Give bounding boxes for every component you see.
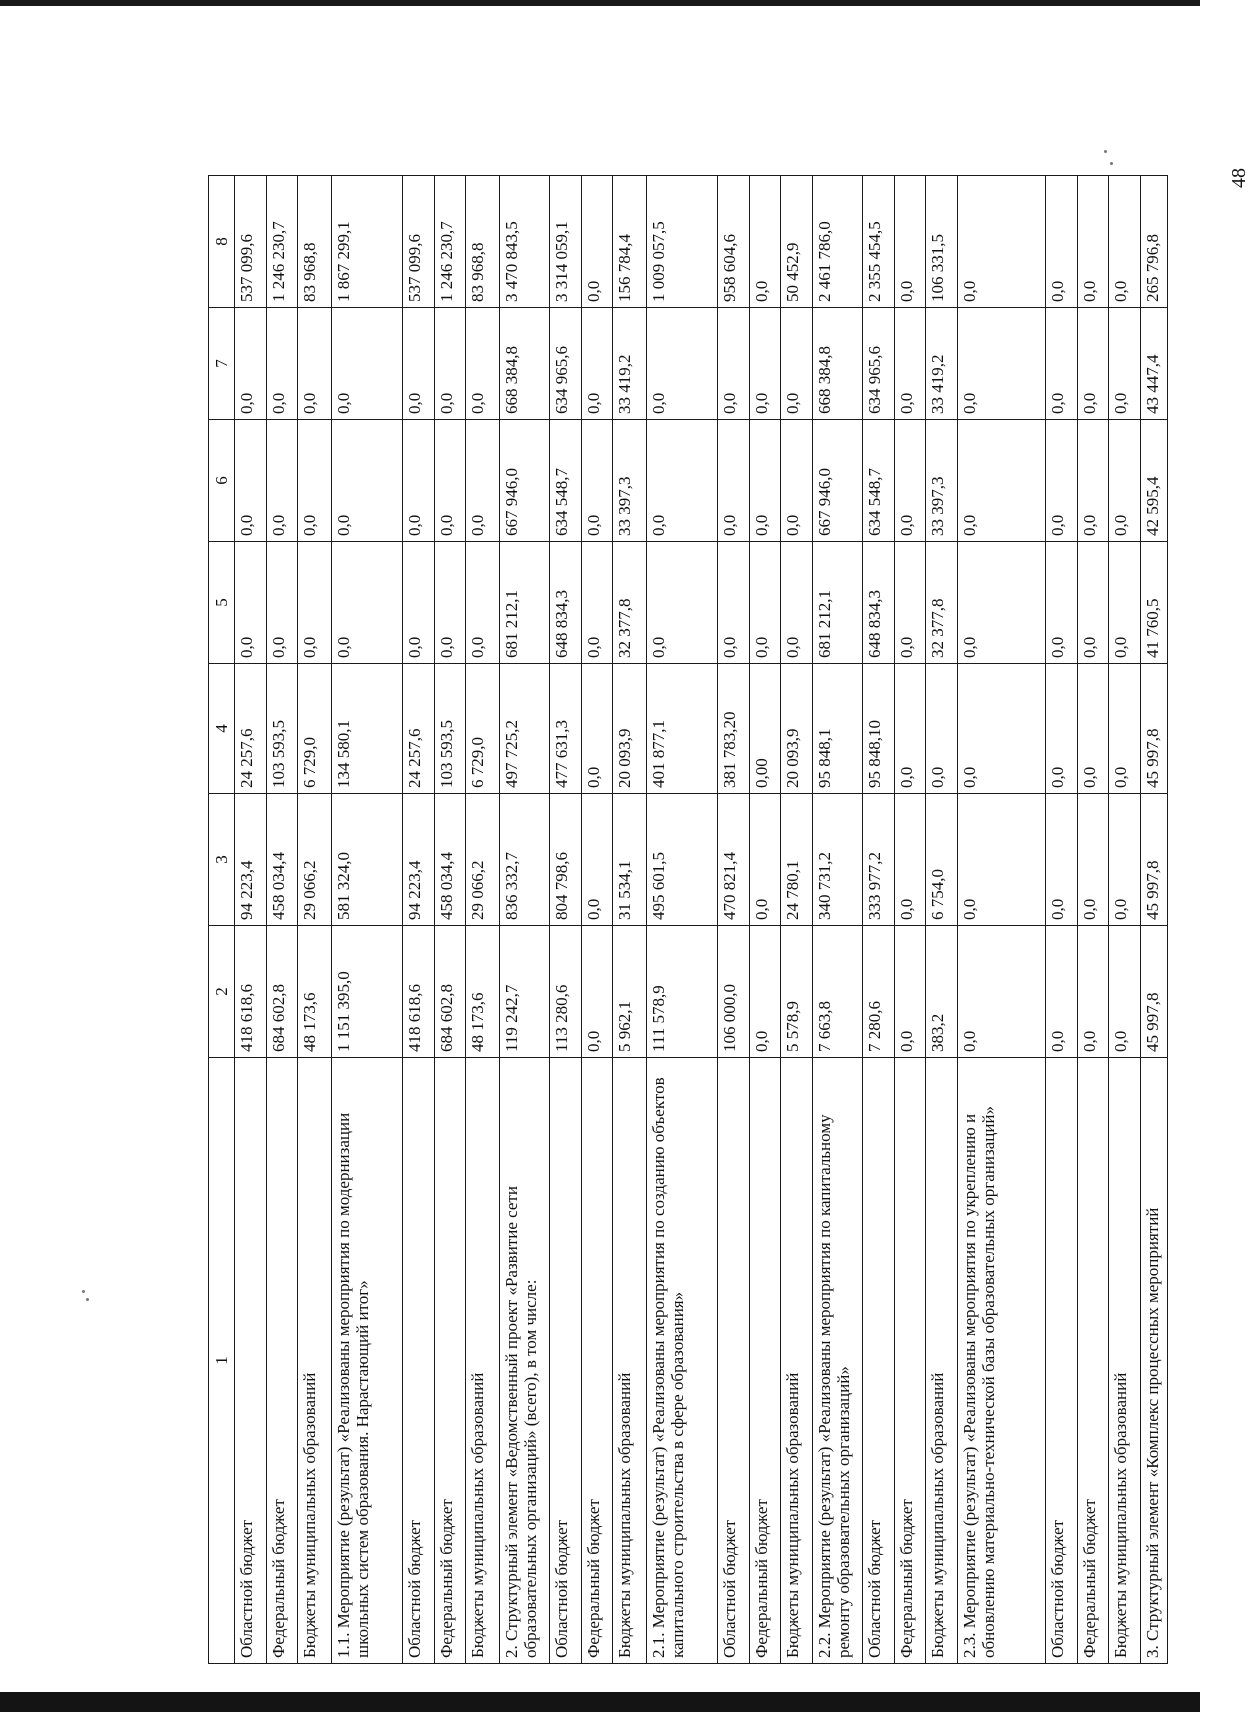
cell-value: 33 419,2 bbox=[926, 308, 958, 420]
cell-value: 83 968,8 bbox=[466, 176, 500, 308]
cell-value: 95 848,1 bbox=[812, 664, 862, 794]
cell-value: 470 821,4 bbox=[718, 794, 750, 926]
cell-value: 32 377,8 bbox=[613, 542, 647, 664]
cell-value: 1 009 057,5 bbox=[646, 176, 717, 308]
cell-value: 1 246 230,7 bbox=[266, 176, 298, 308]
cell-value: 958 604,6 bbox=[718, 176, 750, 308]
cell-value: 340 731,2 bbox=[812, 794, 862, 926]
cell-value: 0,0 bbox=[957, 176, 1045, 308]
budget-table bbox=[208, 175, 1168, 1664]
cell-value: 0,0 bbox=[781, 542, 813, 664]
cell-value: 106 331,5 bbox=[926, 176, 958, 308]
cell-value: 634 965,6 bbox=[863, 308, 895, 420]
cell-value: 0,0 bbox=[581, 176, 613, 308]
cell-value: 0,0 bbox=[1109, 420, 1141, 542]
cell-value: 113 280,6 bbox=[550, 926, 582, 1058]
row-label: Федеральный бюджет bbox=[434, 1058, 466, 1664]
row-label: Федеральный бюджет bbox=[1077, 1058, 1109, 1664]
cell-value: 0,0 bbox=[894, 308, 926, 420]
cell-value: 156 784,4 bbox=[613, 176, 647, 308]
cell-value: 0,0 bbox=[266, 420, 298, 542]
cell-value: 0,0 bbox=[266, 542, 298, 664]
column-header: 4 bbox=[209, 664, 235, 794]
cell-value: 0,0 bbox=[957, 664, 1045, 794]
cell-value: 537 099,6 bbox=[235, 176, 267, 308]
cell-value: 103 593,5 bbox=[266, 664, 298, 794]
cell-value: 5 962,1 bbox=[613, 926, 647, 1058]
table-row bbox=[266, 176, 298, 1664]
cell-value: 0,0 bbox=[1077, 794, 1109, 926]
cell-value: 0,0 bbox=[749, 794, 781, 926]
cell-value: 0,0 bbox=[581, 308, 613, 420]
cell-value: 0,0 bbox=[1077, 926, 1109, 1058]
cell-value: 667 946,0 bbox=[812, 420, 862, 542]
table-row bbox=[1045, 176, 1077, 1664]
row-label: Федеральный бюджет bbox=[581, 1058, 613, 1664]
table-row bbox=[894, 176, 926, 1664]
row-label: 2.3. Мероприятие (результат) «Реализованы мероприятия по укреплению и обновлению материально-технической базы образовательных организаций» bbox=[957, 1058, 1045, 1664]
cell-value: 7 663,8 bbox=[812, 926, 862, 1058]
cell-value: 0,0 bbox=[403, 542, 435, 664]
cell-value: 5 578,9 bbox=[781, 926, 813, 1058]
table-row bbox=[1077, 176, 1109, 1664]
cell-value: 0,0 bbox=[466, 308, 500, 420]
scan-speck bbox=[1110, 162, 1113, 165]
cell-value: 0,0 bbox=[781, 420, 813, 542]
cell-value: 2 461 786,0 bbox=[812, 176, 862, 308]
cell-value: 0,0 bbox=[957, 542, 1045, 664]
scan-speck bbox=[82, 1290, 85, 1293]
cell-value: 495 601,5 bbox=[646, 794, 717, 926]
cell-value: 48 173,6 bbox=[466, 926, 500, 1058]
cell-value: 458 034,4 bbox=[266, 794, 298, 926]
cell-value: 0,0 bbox=[646, 420, 717, 542]
cell-value: 0,0 bbox=[894, 926, 926, 1058]
column-header: 2 bbox=[209, 926, 235, 1058]
cell-value: 41 760,5 bbox=[1140, 542, 1167, 664]
cell-value: 6 729,0 bbox=[466, 664, 500, 794]
table-row bbox=[812, 176, 862, 1664]
column-header: 3 bbox=[209, 794, 235, 926]
cell-value: 648 834,3 bbox=[550, 542, 582, 664]
row-label: Бюджеты муниципальных образований bbox=[613, 1058, 647, 1664]
cell-value: 0,0 bbox=[581, 926, 613, 1058]
cell-value: 0,0 bbox=[331, 308, 402, 420]
cell-value: 1 867 299,1 bbox=[331, 176, 402, 308]
cell-value: 0,0 bbox=[581, 420, 613, 542]
cell-value: 0,0 bbox=[434, 420, 466, 542]
table-row bbox=[466, 176, 500, 1664]
cell-value: 0,0 bbox=[581, 664, 613, 794]
cell-value: 3 314 059,1 bbox=[550, 176, 582, 308]
row-label: Областной бюджет bbox=[403, 1058, 435, 1664]
cell-value: 43 447,4 bbox=[1140, 308, 1167, 420]
row-label: 2. Структурный элемент «Ведомственный проект «Развитие сети образовательных организаций» (всего), в том числе: bbox=[499, 1058, 549, 1664]
cell-value: 401 877,1 bbox=[646, 664, 717, 794]
cell-value: 0,0 bbox=[403, 420, 435, 542]
cell-value: 0,0 bbox=[1045, 664, 1077, 794]
cell-value: 0,0 bbox=[1077, 176, 1109, 308]
cell-value: 0,0 bbox=[1045, 926, 1077, 1058]
cell-value: 0,0 bbox=[434, 542, 466, 664]
cell-value: 48 173,6 bbox=[298, 926, 332, 1058]
table-row bbox=[926, 176, 958, 1664]
cell-value: 497 725,2 bbox=[499, 664, 549, 794]
cell-value: 0,0 bbox=[1109, 926, 1141, 1058]
cell-value: 458 034,4 bbox=[434, 794, 466, 926]
cell-value: 0,0 bbox=[266, 308, 298, 420]
cell-value: 0,0 bbox=[957, 420, 1045, 542]
row-label: 3. Структурный элемент «Комплекс процессных мероприятий bbox=[1140, 1058, 1167, 1664]
cell-value: 24 780,1 bbox=[781, 794, 813, 926]
cell-value: 0,0 bbox=[331, 420, 402, 542]
cell-value: 0,0 bbox=[1045, 176, 1077, 308]
cell-value: 111 578,9 bbox=[646, 926, 717, 1058]
cell-value: 0,0 bbox=[235, 308, 267, 420]
cell-value: 94 223,4 bbox=[403, 794, 435, 926]
cell-value: 0,0 bbox=[718, 420, 750, 542]
cell-value: 0,0 bbox=[235, 542, 267, 664]
cell-value: 0,0 bbox=[1109, 542, 1141, 664]
table-body bbox=[235, 176, 1168, 1664]
table-row bbox=[235, 176, 267, 1664]
cell-value: 634 965,6 bbox=[550, 308, 582, 420]
cell-value: 537 099,6 bbox=[403, 176, 435, 308]
row-label: 2.1. Мероприятие (результат) «Реализованы мероприятия по созданию объектов капитального строительства в сфере образования» bbox=[646, 1058, 717, 1664]
cell-value: 29 066,2 bbox=[298, 794, 332, 926]
cell-value: 0,0 bbox=[718, 542, 750, 664]
cell-value: 0,0 bbox=[1045, 542, 1077, 664]
cell-value: 1 246 230,7 bbox=[434, 176, 466, 308]
table-row bbox=[749, 176, 781, 1664]
cell-value: 0,0 bbox=[331, 542, 402, 664]
table-row bbox=[403, 176, 435, 1664]
table-row bbox=[499, 176, 549, 1664]
cell-value: 94 223,4 bbox=[235, 794, 267, 926]
cell-value: 0,0 bbox=[434, 308, 466, 420]
cell-value: 668 384,8 bbox=[812, 308, 862, 420]
row-label: Бюджеты муниципальных образований bbox=[466, 1058, 500, 1664]
cell-value: 106 000,0 bbox=[718, 926, 750, 1058]
cell-value: 33 419,2 bbox=[613, 308, 647, 420]
table-row bbox=[781, 176, 813, 1664]
page-number: 48 bbox=[1228, 168, 1250, 188]
cell-value: 0,0 bbox=[1109, 794, 1141, 926]
cell-value: 648 834,3 bbox=[863, 542, 895, 664]
table-row bbox=[613, 176, 647, 1664]
column-header: 8 bbox=[209, 176, 235, 308]
cell-value: 0,0 bbox=[749, 542, 781, 664]
rotated-document bbox=[208, 168, 1250, 1664]
cell-value: 0,0 bbox=[1045, 794, 1077, 926]
row-label: Бюджеты муниципальных образований bbox=[298, 1058, 332, 1664]
table-row bbox=[646, 176, 717, 1664]
table-row bbox=[1140, 176, 1167, 1664]
cell-value: 33 397,3 bbox=[613, 420, 647, 542]
cell-value: 45 997,8 bbox=[1140, 926, 1167, 1058]
cell-value: 0,0 bbox=[1109, 308, 1141, 420]
cell-value: 681 212,1 bbox=[812, 542, 862, 664]
cell-value: 0,0 bbox=[894, 420, 926, 542]
cell-value: 0,0 bbox=[749, 420, 781, 542]
row-label: Федеральный бюджет bbox=[894, 1058, 926, 1664]
cell-value: 418 618,6 bbox=[235, 926, 267, 1058]
cell-value: 836 332,7 bbox=[499, 794, 549, 926]
column-header: 7 bbox=[209, 308, 235, 420]
row-label: 1.1. Мероприятие (результат) «Реализованы мероприятия по модернизации школьных систем образования. Нарастающий итог» bbox=[331, 1058, 402, 1664]
table-row bbox=[863, 176, 895, 1664]
cell-value: 0,0 bbox=[1077, 308, 1109, 420]
cell-value: 0,0 bbox=[1077, 542, 1109, 664]
cell-value: 0,0 bbox=[1045, 308, 1077, 420]
cell-value: 634 548,7 bbox=[863, 420, 895, 542]
row-label: Бюджеты муниципальных образований bbox=[926, 1058, 958, 1664]
cell-value: 0,0 bbox=[466, 542, 500, 664]
cell-value: 0,0 bbox=[957, 794, 1045, 926]
row-label: Областной бюджет bbox=[235, 1058, 267, 1664]
cell-value: 0,0 bbox=[781, 308, 813, 420]
cell-value: 0,0 bbox=[718, 308, 750, 420]
table-row bbox=[957, 176, 1045, 1664]
cell-value: 0,0 bbox=[749, 926, 781, 1058]
cell-value: 103 593,5 bbox=[434, 664, 466, 794]
cell-value: 684 602,8 bbox=[434, 926, 466, 1058]
cell-value: 1 151 395,0 bbox=[331, 926, 402, 1058]
table-row bbox=[1109, 176, 1141, 1664]
cell-value: 0,0 bbox=[957, 926, 1045, 1058]
header-row bbox=[209, 176, 235, 1664]
table-row bbox=[434, 176, 466, 1664]
cell-value: 0,0 bbox=[926, 664, 958, 794]
cell-value: 2 355 454,5 bbox=[863, 176, 895, 308]
cell-value: 0,0 bbox=[466, 420, 500, 542]
cell-value: 0,0 bbox=[894, 542, 926, 664]
row-label: Областной бюджет bbox=[863, 1058, 895, 1664]
cell-value: 0,0 bbox=[646, 542, 717, 664]
row-label: Бюджеты муниципальных образований bbox=[781, 1058, 813, 1664]
cell-value: 477 631,3 bbox=[550, 664, 582, 794]
cell-value: 804 798,6 bbox=[550, 794, 582, 926]
cell-value: 0,0 bbox=[581, 794, 613, 926]
cell-value: 634 548,7 bbox=[550, 420, 582, 542]
cell-value: 0,0 bbox=[235, 420, 267, 542]
cell-value: 3 470 843,5 bbox=[499, 176, 549, 308]
cell-value: 33 397,3 bbox=[926, 420, 958, 542]
scan-edge-bottom bbox=[0, 1692, 1200, 1712]
row-label: Областной бюджет bbox=[550, 1058, 582, 1664]
cell-value: 42 595,4 bbox=[1140, 420, 1167, 542]
cell-value: 83 968,8 bbox=[298, 176, 332, 308]
cell-value: 0,0 bbox=[298, 308, 332, 420]
cell-value: 418 618,6 bbox=[403, 926, 435, 1058]
cell-value: 20 093,9 bbox=[781, 664, 813, 794]
cell-value: 95 848,10 bbox=[863, 664, 895, 794]
cell-value: 0,0 bbox=[957, 308, 1045, 420]
cell-value: 29 066,2 bbox=[466, 794, 500, 926]
cell-value: 134 580,1 bbox=[331, 664, 402, 794]
row-label: Областной бюджет bbox=[1045, 1058, 1077, 1664]
row-label: 2.2. Мероприятие (результат) «Реализованы мероприятия по капитальному ремонту образовательных организаций» bbox=[812, 1058, 862, 1664]
table-row bbox=[550, 176, 582, 1664]
table-row bbox=[718, 176, 750, 1664]
cell-value: 24 257,6 bbox=[403, 664, 435, 794]
cell-value: 0,0 bbox=[1109, 664, 1141, 794]
cell-value: 383,2 bbox=[926, 926, 958, 1058]
table-row bbox=[581, 176, 613, 1664]
column-header: 1 bbox=[209, 1058, 235, 1664]
cell-value: 381 783,20 bbox=[718, 664, 750, 794]
cell-value: 24 257,6 bbox=[235, 664, 267, 794]
column-header: 5 bbox=[209, 542, 235, 664]
cell-value: 0,00 bbox=[749, 664, 781, 794]
cell-value: 333 977,2 bbox=[863, 794, 895, 926]
cell-value: 668 384,8 bbox=[499, 308, 549, 420]
cell-value: 45 997,8 bbox=[1140, 664, 1167, 794]
scan-speck bbox=[86, 1298, 89, 1301]
cell-value: 0,0 bbox=[1109, 176, 1141, 308]
cell-value: 32 377,8 bbox=[926, 542, 958, 664]
scan-edge-top bbox=[0, 0, 1200, 6]
row-label: Областной бюджет bbox=[718, 1058, 750, 1664]
cell-value: 0,0 bbox=[894, 794, 926, 926]
cell-value: 265 796,8 bbox=[1140, 176, 1167, 308]
row-label: Бюджеты муниципальных образований bbox=[1109, 1058, 1141, 1664]
cell-value: 0,0 bbox=[749, 176, 781, 308]
cell-value: 6 729,0 bbox=[298, 664, 332, 794]
table-row bbox=[298, 176, 332, 1664]
cell-value: 31 534,1 bbox=[613, 794, 647, 926]
cell-value: 20 093,9 bbox=[613, 664, 647, 794]
cell-value: 6 754,0 bbox=[926, 794, 958, 926]
cell-value: 119 242,7 bbox=[499, 926, 549, 1058]
cell-value: 0,0 bbox=[298, 420, 332, 542]
cell-value: 0,0 bbox=[646, 308, 717, 420]
cell-value: 0,0 bbox=[894, 176, 926, 308]
row-label: Федеральный бюджет bbox=[749, 1058, 781, 1664]
table-row bbox=[331, 176, 402, 1664]
column-header: 6 bbox=[209, 420, 235, 542]
row-label: Федеральный бюджет bbox=[266, 1058, 298, 1664]
cell-value: 581 324,0 bbox=[331, 794, 402, 926]
cell-value: 684 602,8 bbox=[266, 926, 298, 1058]
cell-value: 0,0 bbox=[749, 308, 781, 420]
cell-value: 7 280,6 bbox=[863, 926, 895, 1058]
scan-speck bbox=[1104, 150, 1107, 153]
cell-value: 0,0 bbox=[1077, 664, 1109, 794]
cell-value: 681 212,1 bbox=[499, 542, 549, 664]
cell-value: 0,0 bbox=[894, 664, 926, 794]
cell-value: 0,0 bbox=[1045, 420, 1077, 542]
cell-value: 0,0 bbox=[403, 308, 435, 420]
cell-value: 0,0 bbox=[1077, 420, 1109, 542]
cell-value: 0,0 bbox=[298, 542, 332, 664]
cell-value: 45 997,8 bbox=[1140, 794, 1167, 926]
cell-value: 667 946,0 bbox=[499, 420, 549, 542]
cell-value: 0,0 bbox=[581, 542, 613, 664]
cell-value: 50 452,9 bbox=[781, 176, 813, 308]
